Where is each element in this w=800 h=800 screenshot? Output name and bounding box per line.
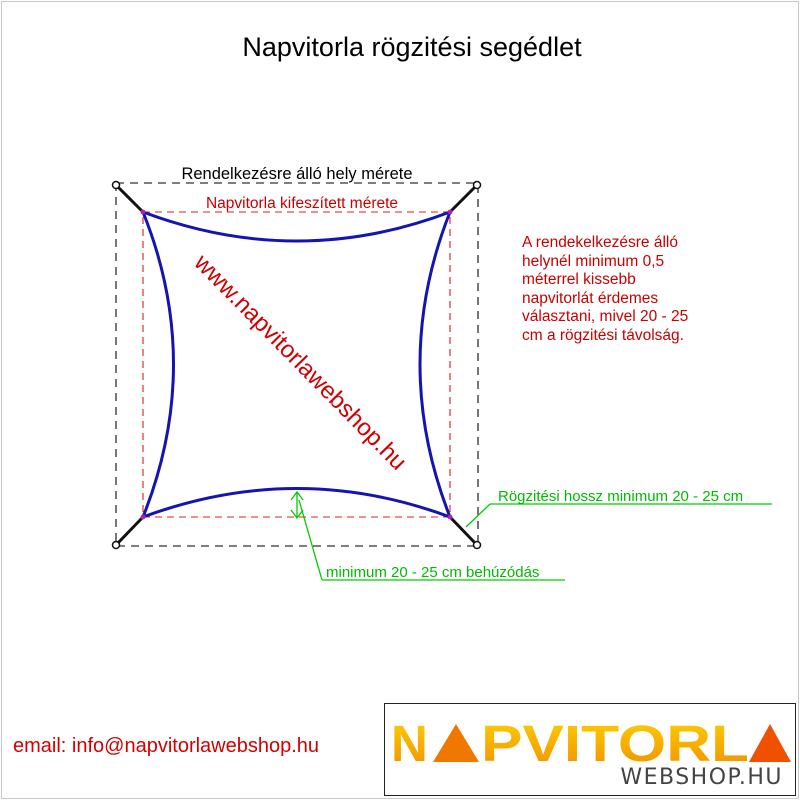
- fixing-line-top-right: [450, 186, 476, 212]
- indent-leader-line: [299, 500, 322, 580]
- napvitorla-logo: [384, 703, 796, 796]
- fixing-line-top-left: [117, 186, 143, 212]
- sail-corner-bottom-right: [448, 515, 453, 520]
- recommendation-note: [522, 234, 752, 345]
- available-space-label: Rendelkezésre álló hely mérete: [181, 165, 413, 183]
- fixing-length-label: Rögzitési hossz minimum 20 - 25 cm: [498, 488, 744, 505]
- logo-letter-n: N: [391, 715, 428, 770]
- note-line: helynél minimum 0,5: [522, 252, 665, 270]
- logo-letters-main: PVITORL: [481, 715, 749, 770]
- anchor-top-left: [113, 182, 120, 189]
- logo-sail-triangle-right-icon: [749, 724, 791, 762]
- anchor-bottom-left: [113, 542, 120, 549]
- logo-subtitle: WEBSHOP.HU: [620, 765, 783, 790]
- note-line: választani, mivel 20 - 25: [522, 308, 689, 325]
- sail-corner-bottom-left: [141, 515, 146, 520]
- watermark-text: www.napvitorlawebshop.hu: [188, 249, 412, 476]
- indent-label: minimum 20 - 25 cm behúzódás: [326, 564, 540, 581]
- logo-sail-triangle-icon: [433, 724, 479, 762]
- anchor-top-right: [474, 182, 481, 189]
- note-line: napvitorlát érdemes: [522, 289, 659, 307]
- note-line: méterrel kissebb: [522, 271, 636, 288]
- logo-wordmark: [385, 704, 797, 770]
- sail-corner-top-left: [141, 210, 146, 215]
- fixing-length-dimension: [466, 504, 772, 527]
- page-title: Napvitorla rögzitési segédlet: [242, 32, 582, 62]
- note-line: A rendekelkezésre álló: [522, 234, 678, 251]
- fixing-line-bottom-left: [117, 517, 143, 544]
- contact-email[interactable]: email: info@napvitorlawebshop.hu: [13, 735, 320, 757]
- anchor-bottom-right: [474, 542, 481, 549]
- stretched-size-label: Napvitorla kifeszített mérete: [205, 195, 399, 212]
- sail-corner-top-right: [448, 210, 453, 215]
- note-line: cm a rögzitési távolság.: [522, 326, 684, 344]
